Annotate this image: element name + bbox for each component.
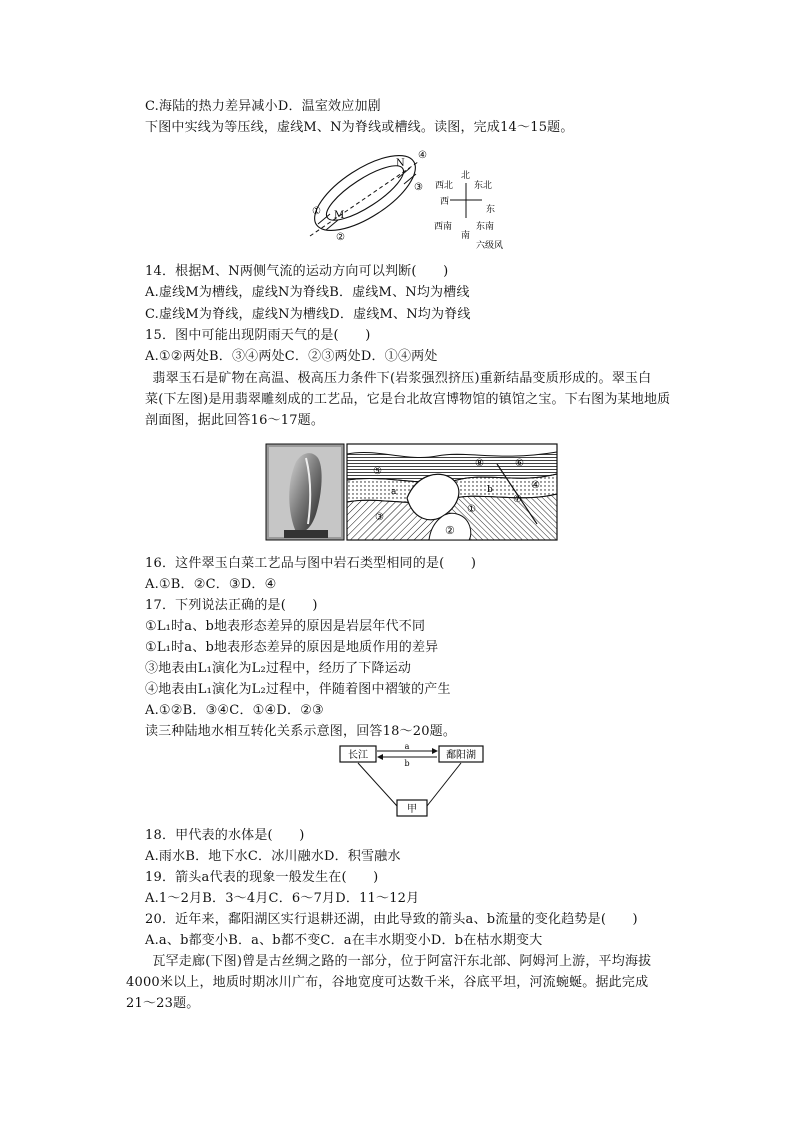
compass-southeast: 东南 — [476, 222, 495, 232]
yangtze-label: 长江 — [348, 750, 368, 761]
rock-8: ⑧ — [475, 458, 484, 469]
passage-jade-2: 菜(下左图)是用翡翠雕刻成的工艺品，它是台北故宫博物馆的镇馆之宝。下右图为某地地质 — [145, 392, 671, 407]
q16-options: A.①B．②C．③D．④ — [145, 577, 277, 592]
passage-wakhan-1: 瓦罕走廊(下图)曾是古丝绸之路的一部分，位于阿富汗东北部、阿姆河上游，平均海拔 — [126, 954, 652, 969]
compass-legend: 六级风 — [476, 241, 504, 251]
q20-stem: 20．近年来，鄱阳湖区实行退耕还湖，由此导致的箭头a、b流量的变化趋势是( ) — [145, 912, 638, 927]
passage-jade-1: 翡翠玉石是矿物在高温、极高压力条件下(岩浆强烈挤压)重新结晶变质形成的。翠玉白 — [126, 371, 652, 386]
passage-jade-3: 剖面图，据此回答16～17题。 — [145, 413, 325, 428]
label-b: b — [487, 485, 493, 495]
link-poyang-jia — [427, 763, 461, 806]
q19-stem: 19．箭头a代表的现象一般发生在( ) — [145, 870, 379, 885]
arrow-b-label: b — [404, 759, 410, 768]
q16-stem: 16．这件翠玉白菜工艺品与图中岩石类型相同的是( ) — [145, 556, 477, 571]
fig3-intro: 读三种陆地水相互转化关系示意图，回答18～20题。 — [145, 724, 457, 739]
wind-barb-icon — [326, 220, 338, 230]
label-circle-2: ② — [336, 232, 345, 243]
q14-options-cd: C.虚线M为脊线，虚线N为槽线D．虚线M、N均为脊线 — [145, 307, 471, 322]
arrow-a-label: a — [404, 742, 410, 751]
label-a: a — [391, 487, 397, 497]
jia-label: 甲 — [407, 804, 417, 815]
q13-options-cd: C.海陆的热力差异减小D．温室效应加剧 — [145, 99, 381, 114]
rock-7: ⑦ — [513, 494, 522, 505]
label-n: N — [396, 158, 405, 169]
q17-statement-2: ①L₁时a、b地表形态差异的原因是地质作用的差异 — [145, 640, 439, 655]
rock-1: ① — [467, 504, 476, 515]
fig1-intro: 下图中实线为等压线，虚线M、N为脊线或槽线。读图，完成14～15题。 — [145, 120, 574, 135]
wind-barb-icon — [398, 168, 410, 178]
q14-stem: 14．根据M、N两侧气流的运动方向可以判断( ) — [145, 264, 449, 279]
rock-4: ④ — [531, 480, 540, 491]
passage-wakhan-3: 21～23题。 — [126, 996, 200, 1011]
label-circle-1: ① — [312, 206, 321, 217]
label-circle-4: ④ — [418, 150, 427, 161]
q18-stem: 18．甲代表的水体是( ) — [145, 828, 305, 843]
compass-northwest: 西北 — [435, 181, 454, 191]
q20-options: A.a、b都变小B．a、b都不变C．a在丰水期变小D．b在枯水期变大 — [145, 933, 543, 948]
compass-southwest: 西南 — [434, 222, 453, 232]
link-yangtze-jia — [358, 763, 397, 806]
compass-north: 北 — [461, 171, 471, 181]
dashed-axis-line — [310, 162, 418, 236]
passage-wakhan-2: 4000米以上，地质时期冰川广布，谷地宽度可达数千米，谷底平坦，河流蜿蜒。据此完成 — [126, 975, 649, 990]
geological-cross-section — [347, 444, 557, 540]
q19-options: A.1～2月B．3～4月C．6～7月D．11～12月 — [145, 891, 420, 906]
label-circle-3: ③ — [414, 182, 423, 193]
isobar-outer — [303, 141, 426, 244]
jade-cabbage-photo — [266, 444, 344, 540]
q17-stem: 17．下列说法正确的是( ) — [145, 598, 318, 613]
rock-6: ⑥ — [515, 458, 524, 469]
compass-west: 西 — [440, 197, 450, 207]
q15-stem: 15．图中可能出现阴雨天气的是( ) — [145, 328, 371, 343]
q15-options: A.①②两处B．③④两处C．②③两处D．①④两处 — [145, 349, 438, 364]
q17-statement-4: ④地表由L₁演化为L₂过程中，伴随着图中褶皱的产生 — [145, 682, 451, 697]
rock-3: ③ — [375, 512, 384, 523]
water-transformation-diagram — [337, 742, 487, 822]
compass-east: 东 — [486, 205, 496, 215]
q17-statement-1: ①L₁时a、b地表形态差异的原因是岩层年代不同 — [145, 619, 426, 634]
q18-options: A.雨水B．地下水C．冰川融水D．积雪融水 — [145, 849, 401, 864]
rock-2: ② — [445, 524, 455, 537]
poyang-label: 鄱阳湖 — [446, 750, 476, 761]
pressure-ridge-trough-figure — [300, 148, 504, 251]
compass-south: 南 — [461, 231, 471, 241]
q17-options: A.①②B．③④C．①④D．②③ — [145, 703, 324, 718]
q14-options-ab: A.虚线M为槽线，虚线N为脊线B．虚线M、N均为槽线 — [145, 285, 470, 300]
q17-statement-3: ③地表由L₁演化为L₂过程中，经历了下降运动 — [145, 661, 412, 676]
label-m: M — [334, 210, 345, 221]
rock-5: ⑤ — [373, 466, 382, 477]
compass-northeast: 东北 — [474, 181, 493, 191]
